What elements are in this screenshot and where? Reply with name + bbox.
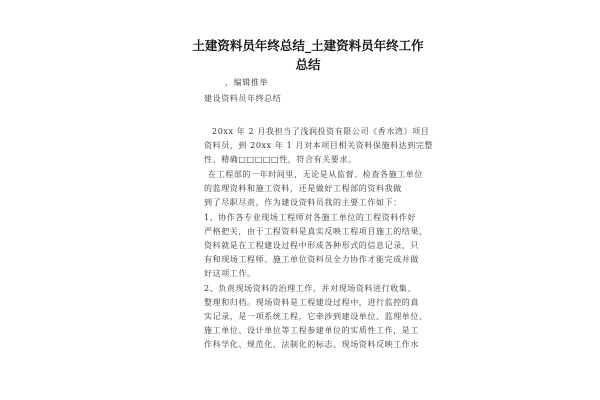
document-title: 土建资料员年终总结_土建资料员年终工作 (192, 38, 424, 53)
document-subtitle: 建设资料员年终总结 (204, 94, 282, 103)
paragraph-line: 好这项工作。 (204, 269, 256, 278)
paragraph-line: 在工程部的一年时间里，无论是从监督、检查各施工单位 (208, 170, 423, 179)
paragraph-line: 资料就是在工程建设过程中形成各种形式的信息记录，只 (204, 241, 419, 250)
paragraph-line: 性、精确□□□□□性，符合有关要求。 (204, 155, 357, 164)
paragraph-line: 实记录，是一项系统工程，它牵涉到建设单位、监理单位、 (204, 312, 428, 321)
paragraph-line: 1、协作各专业现场工程师对各施工单位的工程资料作好 (204, 213, 417, 222)
editor-note: ，编辑推举 (225, 78, 268, 87)
paragraph-line: 整理和归档。现场资料是工程建设过程中，进行监控的真 (204, 298, 419, 307)
paragraph-line: 2、负责现场资料的治理工作，并对现场资料进行收集、 (204, 284, 417, 293)
paragraph-line: 施工单位、设计单位等工程参建单位的实质性工作，是工 (204, 326, 419, 335)
paragraph-line: 的监理资料和施工资料，还是做好工程部的资料我做 (204, 184, 402, 193)
paragraph-line: 到了尽职尽责，作为建设资料员我的主要工作如下： (204, 198, 402, 207)
document-title-continued: 总结 (295, 57, 321, 72)
paragraph-line: 资料员，到 20xx 年 1 月对本项目相关资料保施料达到完整 (204, 141, 434, 150)
paragraph-line: 严格把关，由于工程资料是真实反映工程项目施工的结果， (204, 227, 428, 236)
paragraph-line: 20xx 年 2 月我担当了浅润投资有限公司《香水湾》项目 (212, 127, 430, 136)
paragraph-line: 作科学化、规范化、法制化的标志。现场资料反映工作水 (204, 340, 419, 349)
paragraph-line: 有和现场工程师、施工单位资料员全力协作才能完成并做 (204, 255, 419, 264)
